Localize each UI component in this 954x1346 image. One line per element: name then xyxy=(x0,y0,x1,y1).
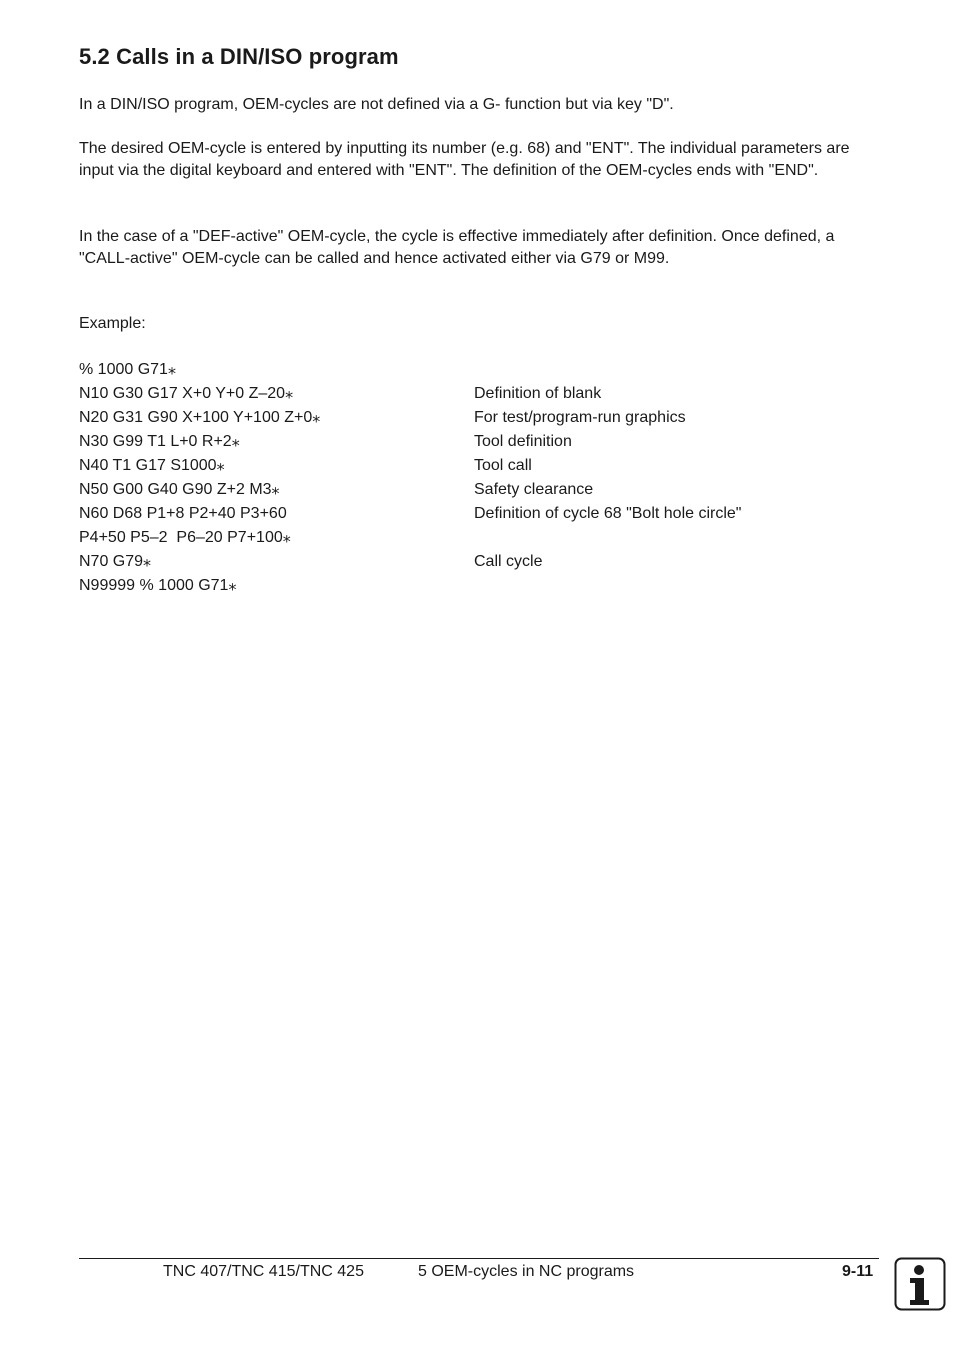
code-comment: Tool definition xyxy=(474,433,572,450)
code-line: N50 G00 G40 G90 Z+2 M3⁎ xyxy=(79,481,280,498)
section-heading: 5.2 Calls in a DIN/ISO program xyxy=(79,44,399,69)
code-line: % 1000 G71⁎ xyxy=(79,361,176,378)
page-number: 9-11 xyxy=(842,1263,874,1280)
code-comment: Call cycle xyxy=(474,553,543,570)
code-line: N70 G79⁎ xyxy=(79,553,152,570)
footer-model: TNC 407/TNC 415/TNC 425 xyxy=(163,1263,364,1280)
code-comment: Tool call xyxy=(474,457,532,474)
code-line: P4+50 P5–2 P6–20 P7+100⁎ xyxy=(79,529,291,546)
code-line: N40 T1 G17 S1000⁎ xyxy=(79,457,225,474)
code-comment: For test/program-run graphics xyxy=(474,409,686,426)
footer-chapter: 5 OEM-cycles in NC programs xyxy=(418,1263,635,1280)
code-line: N10 G30 G17 X+0 Y+0 Z–20⁎ xyxy=(79,385,294,402)
code-comment: Definition of blank xyxy=(474,385,602,402)
code-line: N30 G99 T1 L+0 R+2⁎ xyxy=(79,433,240,450)
info-icon xyxy=(894,1257,946,1311)
code-line: N20 G31 G90 X+100 Y+100 Z+0⁎ xyxy=(79,409,321,426)
footer-rule xyxy=(79,1258,879,1259)
paragraph-intro: In a DIN/ISO program, OEM-cycles are not defined via a G- function but via key "D". xyxy=(79,96,674,113)
example-label: Example: xyxy=(79,315,146,332)
code-line: N99999 % 1000 G71⁎ xyxy=(79,577,237,594)
paragraph-entry: The desired OEM-cycle is entered by inputting its number (e.g. 68) and "ENT". The individual parameters are input via the digital keyboard and entered with "ENT". The definition of the OEM-cycles ends with "END". xyxy=(79,140,850,179)
code-line: N60 D68 P1+8 P2+40 P3+60 xyxy=(79,505,287,522)
code-comment: Safety clearance xyxy=(474,481,594,498)
code-comment: Definition of cycle 68 "Bolt hole circle" xyxy=(474,505,742,522)
paragraph-activation: In the case of a "DEF-active" OEM-cycle, the cycle is effective immediately after definition. Once defined, a "CALL-active" OEM-cycle can be called and hence activated either via G79 or M99. xyxy=(79,228,835,267)
